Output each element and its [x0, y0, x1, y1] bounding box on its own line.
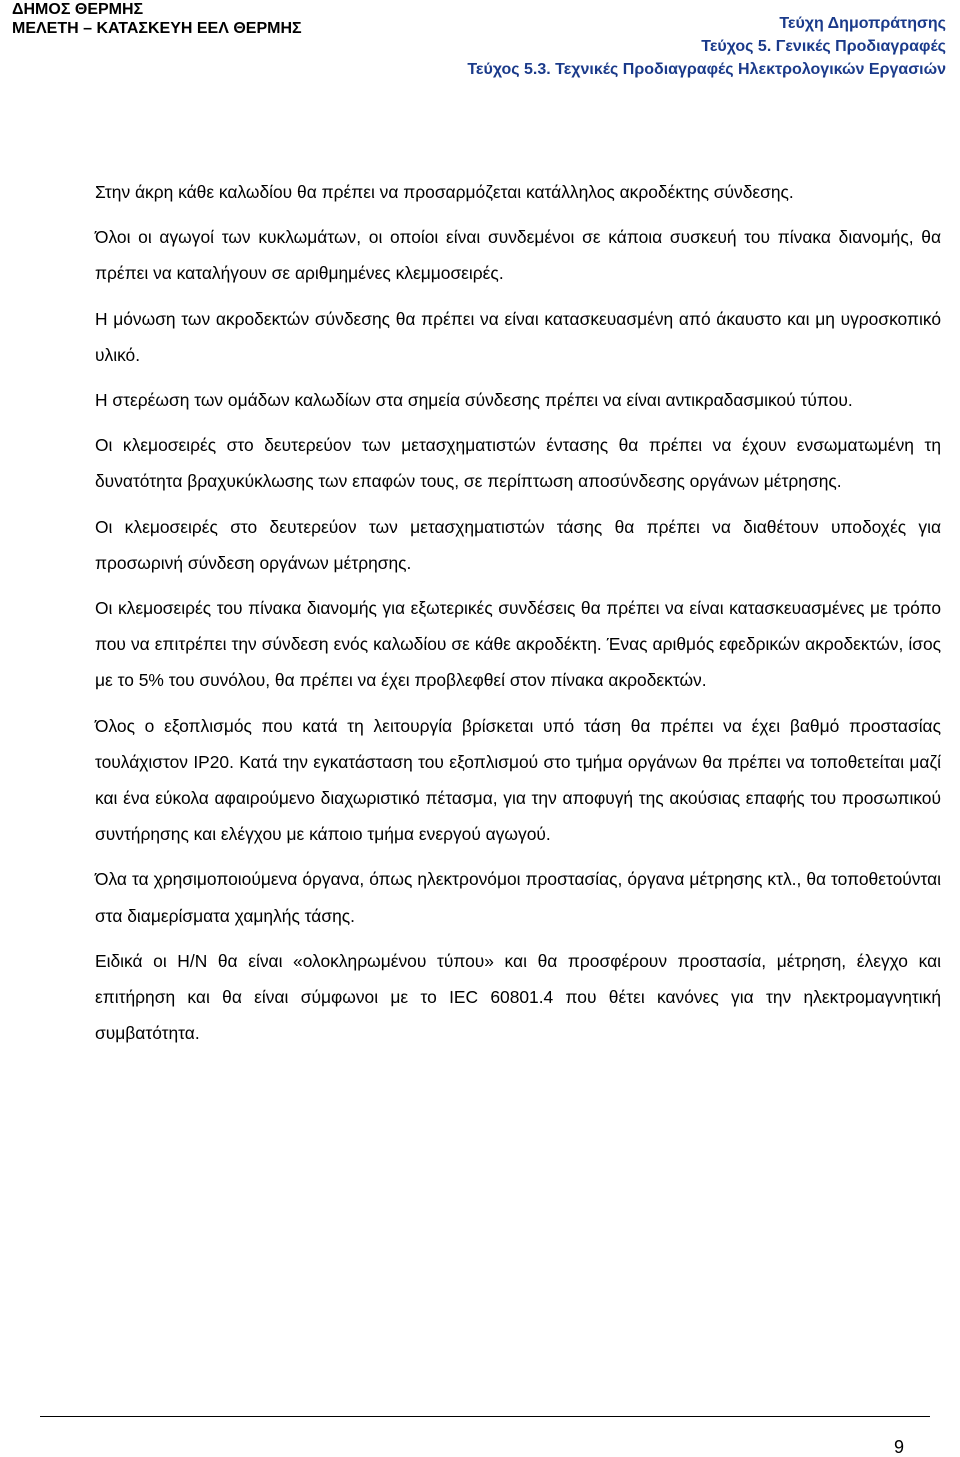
paragraph: Ειδικά οι Η/Ν θα είναι «ολοκληρωμένου τύπου» και θα προσφέρουν προστασία, μέτρηση, έλεγχο και επιτήρηση και θα είναι σύμφωνοι με το IEC 60801.4 που θέτει κανόνες για την ηλεκτρομαγνητική συμβατότητα. [95, 950, 941, 1044]
subvolume-title: Τεύχος 5.3. Τεχνικές Προδιαγραφές Ηλεκτρολογικών Εργασιών [467, 61, 946, 78]
header-left [12, 0, 302, 38]
footer-divider [40, 1416, 930, 1417]
paragraph: Όλος ο εξοπλισμός που κατά τη λειτουργία βρίσκεται υπό τάση θα πρέπει να έχει βαθμό προστασίας τουλάχιστον IP20. Κατά την εγκατάσταση του εξοπλισμού στο τμήμα οργάνων θα πρέπει να τοποθετείται μαζί και ένα εύκολα αφαιρούμενο διαχωριστικό πέτασμα, για την αποφυγή της ακούσιας επαφής του προσωπικού συντήρησης και ελέγχου με κάποιο τμήμα ενεργού αγωγού. [95, 715, 941, 845]
page-number: 9 [893, 1437, 904, 1457]
paragraph: Όλα τα χρησιμοποιούμενα όργανα, όπως ηλεκτρονόμοι προστασίας, όργανα μέτρησης κτλ., θα τοποθετούνται στα διαμερίσματα χαμηλής τάσης. [95, 869, 941, 926]
header-right [467, 12, 946, 81]
paragraph: Η στερέωση των ομάδων καλωδίων στα σημεία σύνδεσης πρέπει να είναι αντικραδασμικού τύπου. [95, 390, 853, 411]
paragraph: Στην άκρη κάθε καλωδίου θα πρέπει να προσαρμόζεται κατάλληλος ακροδέκτης σύνδεσης. [95, 182, 794, 202]
document-body [95, 174, 941, 1060]
project-title: ΜΕΛΕΤΗ – ΚΑΤΑΣΚΕΥΗ ΕΕΛ ΘΕΡΜΗΣ [12, 20, 302, 37]
organization-name: ΔΗΜΟΣ ΘΕΡΜΗΣ [12, 1, 144, 18]
paragraph: Οι κλεμοσειρές στο δευτερεύον των μετασχηματιστών έντασης θα πρέπει να έχουν ενσωματωμένη τη δυνατότητα βραχυκύκλωσης των επαφών τους, σε περίπτωση αποσύνδεσης οργάνων μέτρησης. [95, 435, 941, 492]
paragraph: Οι κλεμοσειρές στο δευτερεύον των μετασχηματιστών τάσης θα πρέπει να διαθέτουν υποδοχές για προσωρινή σύνδεση οργάνων μέτρησης. [95, 516, 941, 573]
paragraph: Όλοι οι αγωγοί των κυκλωμάτων, οι οποίοι είναι συνδεμένοι σε κάποια συσκευή του πίνακα διανομής, θα πρέπει να καταλήγουν σε αριθμημένες κλεμμοσειρές. [95, 227, 941, 284]
paragraph: Η μόνωση των ακροδεκτών σύνδεσης θα πρέπει να είναι κατασκευασμένη από άκαυστο και μη υγροσκοπικό υλικό. [95, 308, 941, 365]
document-series: Τεύχη Δημοπράτησης [779, 15, 946, 32]
paragraph: Οι κλεμοσειρές του πίνακα διανομής για εξωτερικές συνδέσεις θα πρέπει να είναι κατασκευασμένες με τρόπο που να επιτρέπει την σύνδεση ενός καλωδίου σε κάθε ακροδέκτη. Ένας αριθμός εφεδρικών ακροδεκτών, ίσος με το 5% του συνόλου, θα πρέπει να έχει προβλεφθεί στον πίνακα ακροδεκτών. [95, 598, 941, 691]
volume-title: Τεύχος 5. Γενικές Προδιαγραφές [701, 38, 946, 55]
